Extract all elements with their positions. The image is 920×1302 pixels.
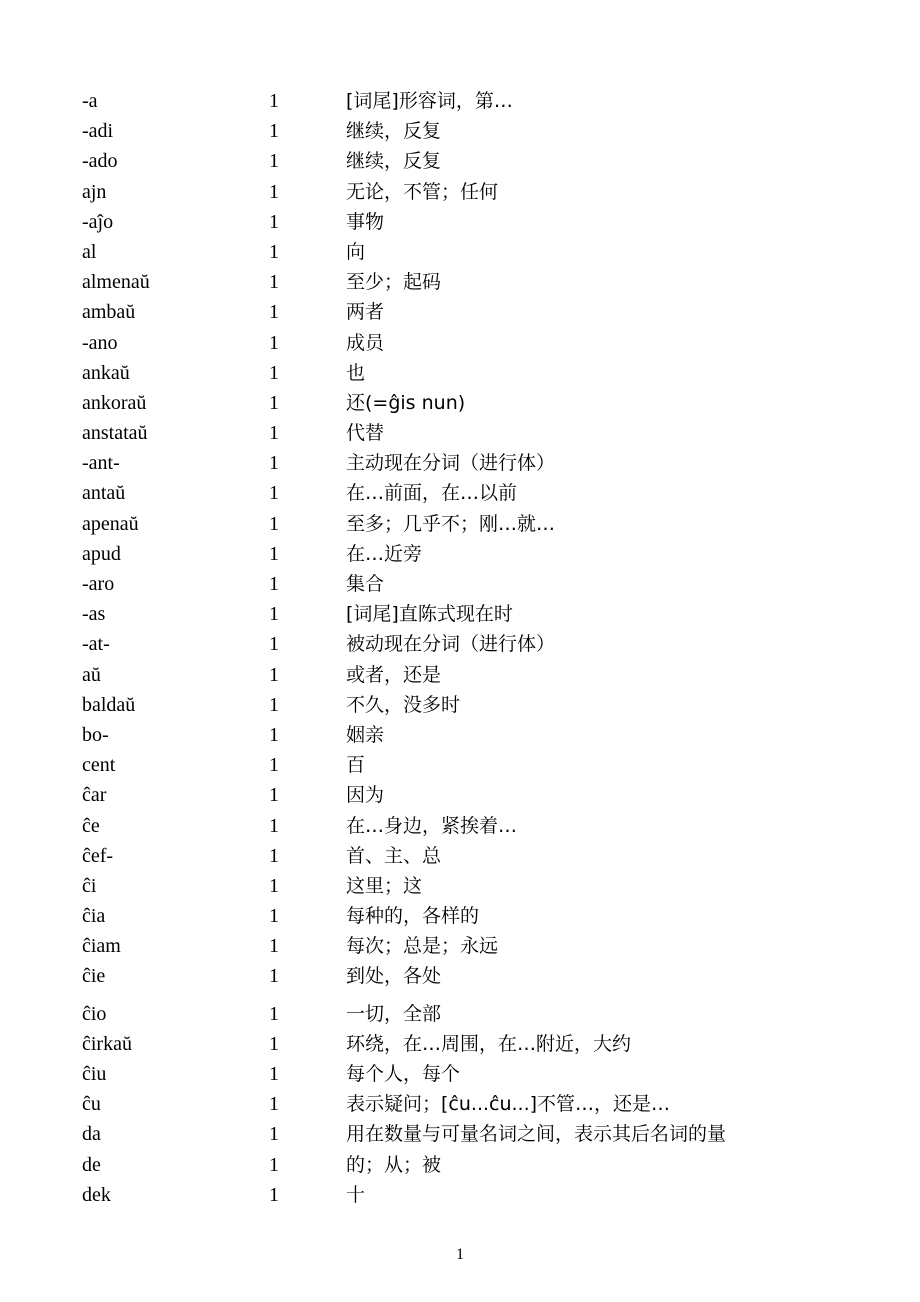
vocab-word: da xyxy=(82,1123,101,1146)
vocab-word: -at- xyxy=(82,633,110,656)
vocab-frequency: 1 xyxy=(269,1153,279,1176)
vocab-meaning: 在…身边，紧挨着… xyxy=(346,814,518,837)
vocab-frequency: 1 xyxy=(269,452,279,475)
vocab-meaning: 两者 xyxy=(346,301,385,324)
vocab-row xyxy=(82,931,842,961)
vocab-row xyxy=(82,207,842,237)
vocab-frequency: 1 xyxy=(269,512,279,535)
vocab-meaning: 姻亲 xyxy=(346,723,385,746)
vocab-frequency: 1 xyxy=(269,1032,279,1055)
vocab-row xyxy=(82,660,842,690)
vocab-frequency: 1 xyxy=(269,361,279,384)
vocab-row xyxy=(82,418,842,448)
vocab-meaning: 或者，还是 xyxy=(346,663,442,686)
vocab-word: anstataŭ xyxy=(82,422,148,445)
vocab-row xyxy=(82,478,842,508)
vocab-frequency: 1 xyxy=(269,1183,279,1206)
vocab-meaning: 成员 xyxy=(346,331,385,354)
vocab-frequency: 1 xyxy=(269,120,279,143)
vocab-word: baldaŭ xyxy=(82,693,136,716)
vocab-frequency: 1 xyxy=(269,905,279,928)
vocab-meaning: 十 xyxy=(346,1183,366,1206)
vocab-word: ĉi xyxy=(82,874,97,897)
vocab-word: almenaŭ xyxy=(82,271,150,294)
vocab-word: apenaŭ xyxy=(82,512,139,535)
vocab-frequency: 1 xyxy=(269,935,279,958)
vocab-row xyxy=(82,999,842,1029)
vocab-row xyxy=(82,509,842,539)
vocab-frequency: 1 xyxy=(269,391,279,414)
vocab-row xyxy=(82,539,842,569)
vocab-frequency: 1 xyxy=(269,210,279,233)
vocab-row xyxy=(82,448,842,478)
vocab-word: ajn xyxy=(82,180,107,203)
vocab-meaning: 无论，不管；任何 xyxy=(346,180,499,203)
vocab-row xyxy=(82,780,842,810)
vocab-row xyxy=(82,901,842,931)
vocab-meaning: 的；从；被 xyxy=(346,1153,442,1176)
vocab-meaning: [词尾]直陈式现在时 xyxy=(346,603,513,626)
vocab-frequency: 1 xyxy=(269,784,279,807)
vocab-row xyxy=(82,328,842,358)
vocab-row xyxy=(82,1029,842,1059)
vocab-frequency: 1 xyxy=(269,754,279,777)
vocab-row xyxy=(82,177,842,207)
vocab-meaning: 首、主、总 xyxy=(346,844,442,867)
vocab-meaning: 也 xyxy=(346,361,366,384)
vocab-word: ĉu xyxy=(82,1093,101,1116)
vocab-row xyxy=(82,297,842,327)
vocab-word: -ant- xyxy=(82,452,120,475)
vocabulary-list xyxy=(82,86,842,1210)
vocab-frequency: 1 xyxy=(269,874,279,897)
vocab-row xyxy=(82,1089,842,1119)
vocab-frequency: 1 xyxy=(269,1063,279,1085)
vocab-row xyxy=(82,841,842,871)
vocab-row xyxy=(82,961,842,991)
vocab-word: ankoraŭ xyxy=(82,391,147,414)
vocab-word: -as xyxy=(82,603,106,626)
vocab-row xyxy=(82,86,842,116)
vocab-meaning: 每种的，各样的 xyxy=(346,905,480,928)
vocab-frequency: 1 xyxy=(269,693,279,716)
vocab-meaning: 每次；总是；永远 xyxy=(346,935,499,958)
vocab-frequency: 1 xyxy=(269,1123,279,1146)
vocab-frequency: 1 xyxy=(269,844,279,867)
vocab-row xyxy=(82,599,842,629)
vocab-meaning: 代替 xyxy=(346,422,385,445)
vocab-word: ĉiu xyxy=(82,1063,107,1085)
vocab-row xyxy=(82,720,842,750)
vocab-word: de xyxy=(82,1153,101,1176)
vocab-frequency: 1 xyxy=(269,723,279,746)
vocab-meaning: 集合 xyxy=(346,573,385,595)
vocab-frequency: 1 xyxy=(269,422,279,445)
vocab-row xyxy=(82,629,842,659)
vocab-meaning: 事物 xyxy=(346,210,385,233)
vocab-word: -ado xyxy=(82,150,118,173)
vocab-row xyxy=(82,569,842,599)
vocab-row xyxy=(82,811,842,841)
vocab-word: ĉar xyxy=(82,784,107,807)
vocab-word: ĉie xyxy=(82,965,106,988)
vocab-word: dek xyxy=(82,1183,111,1206)
vocab-frequency: 1 xyxy=(269,1002,279,1025)
vocab-word: -aro xyxy=(82,573,115,595)
vocab-meaning: 因为 xyxy=(346,784,385,807)
vocab-row xyxy=(82,237,842,267)
vocab-meaning: 向 xyxy=(346,240,366,263)
vocab-meaning: 百 xyxy=(346,754,366,777)
vocab-meaning: 至多；几乎不；刚…就… xyxy=(346,512,556,535)
vocab-frequency: 1 xyxy=(269,814,279,837)
vocab-frequency: 1 xyxy=(269,90,279,112)
vocab-frequency: 1 xyxy=(269,150,279,173)
vocab-word: aŭ xyxy=(82,663,101,686)
vocab-meaning: 还(=ĝis nun) xyxy=(346,391,466,414)
vocab-row xyxy=(82,116,842,146)
vocab-word: -a xyxy=(82,90,98,112)
vocab-frequency: 1 xyxy=(269,180,279,203)
vocab-meaning: 每个人，每个 xyxy=(346,1063,461,1085)
vocab-frequency: 1 xyxy=(269,482,279,505)
vocab-row xyxy=(82,750,842,780)
vocab-word: apud xyxy=(82,542,121,565)
vocab-row xyxy=(82,1180,842,1210)
vocab-word: al xyxy=(82,240,97,263)
vocab-frequency: 1 xyxy=(269,1093,279,1116)
page-number: 1 xyxy=(456,1246,464,1263)
vocab-word: ambaŭ xyxy=(82,301,136,324)
vocab-frequency: 1 xyxy=(269,240,279,263)
vocab-meaning: 用在数量与可量名词之间，表示其后名词的量 xyxy=(346,1123,727,1146)
vocab-word: ĉef- xyxy=(82,844,114,867)
vocab-frequency: 1 xyxy=(269,271,279,294)
vocab-meaning: 环绕，在…周围，在…附近，大约 xyxy=(346,1032,632,1055)
vocab-row xyxy=(82,1119,842,1149)
vocab-word: ĉio xyxy=(82,1002,107,1025)
vocab-frequency: 1 xyxy=(269,301,279,324)
vocab-frequency: 1 xyxy=(269,663,279,686)
vocab-row xyxy=(82,871,842,901)
vocab-frequency: 1 xyxy=(269,542,279,565)
vocab-row xyxy=(82,358,842,388)
vocab-meaning: 表示疑问；[ĉu...ĉu...]不管…，还是… xyxy=(346,1093,671,1116)
vocab-row xyxy=(82,690,842,720)
vocab-word: -ano xyxy=(82,331,118,354)
vocab-meaning: 到处，各处 xyxy=(346,965,442,988)
vocab-frequency: 1 xyxy=(269,573,279,595)
vocab-row xyxy=(82,146,842,176)
vocab-meaning: [词尾]形容词，第… xyxy=(346,90,513,112)
vocab-meaning: 一切，全部 xyxy=(346,1002,442,1025)
vocab-word: ĉia xyxy=(82,905,106,928)
vocab-meaning: 被动现在分词（进行体） xyxy=(346,633,556,656)
vocab-meaning: 主动现在分词（进行体） xyxy=(346,452,556,475)
vocab-word: ĉirkaŭ xyxy=(82,1032,132,1055)
vocab-meaning: 继续，反复 xyxy=(346,120,442,143)
vocab-frequency: 1 xyxy=(269,965,279,988)
vocab-word: antaŭ xyxy=(82,482,126,505)
vocab-row xyxy=(82,1059,842,1089)
vocab-word: cent xyxy=(82,754,116,777)
vocab-word: bo- xyxy=(82,723,109,746)
vocab-meaning: 在…近旁 xyxy=(346,542,423,565)
vocab-frequency: 1 xyxy=(269,331,279,354)
vocab-word: ĉe xyxy=(82,814,100,837)
vocab-meaning: 至少；起码 xyxy=(346,271,442,294)
vocab-word: -aĵo xyxy=(82,210,114,233)
vocab-row xyxy=(82,388,842,418)
vocab-row xyxy=(82,267,842,297)
vocab-row xyxy=(82,1150,842,1180)
vocab-meaning: 继续，反复 xyxy=(346,150,442,173)
vocab-meaning: 在…前面，在…以前 xyxy=(346,482,518,505)
vocab-meaning: 这里；这 xyxy=(346,874,423,897)
vocab-word: ankaŭ xyxy=(82,361,130,384)
vocab-meaning: 不久，没多时 xyxy=(346,693,461,716)
vocab-word: ĉiam xyxy=(82,935,121,958)
vocab-word: -adi xyxy=(82,120,114,143)
vocab-frequency: 1 xyxy=(269,603,279,626)
vocab-frequency: 1 xyxy=(269,633,279,656)
